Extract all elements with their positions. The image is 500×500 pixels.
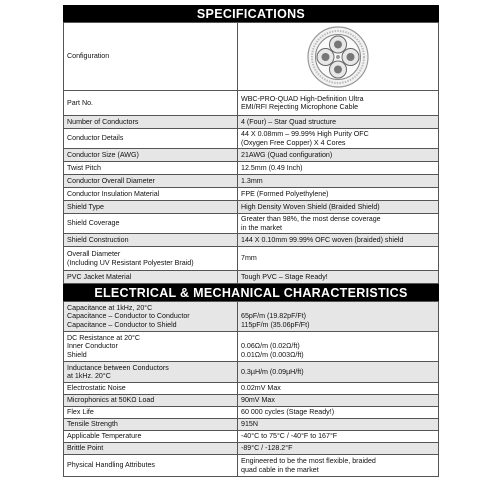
row-value: 21AWG (Quad configuration) bbox=[238, 149, 439, 162]
row-value: Tough PVC – Stage Ready! bbox=[238, 271, 439, 284]
row-label: Applicable Temperature bbox=[64, 431, 238, 443]
row-label: Part No. bbox=[64, 91, 238, 116]
specifications-table bbox=[63, 22, 439, 284]
table-row bbox=[64, 302, 439, 332]
row-value: 0.02mV Max bbox=[238, 383, 439, 395]
table-row bbox=[64, 362, 439, 383]
row-label: Shield Type bbox=[64, 201, 238, 214]
row-value: Greater than 98%, the most dense coverage in the market bbox=[238, 214, 439, 234]
row-value: 60 000 cycles (Stage Ready!) bbox=[238, 407, 439, 419]
row-label: Microphonics at 50KΩ Load bbox=[64, 395, 238, 407]
table-row bbox=[64, 332, 439, 362]
row-value: 0.3µH/m (0.09µH/ft) bbox=[238, 362, 439, 383]
row-value: 4 (Four) – Star Quad structure bbox=[238, 116, 439, 129]
cable-cross-section-cell bbox=[238, 23, 439, 91]
row-label: Tensile Strength bbox=[64, 419, 238, 431]
spec-sheet bbox=[63, 5, 439, 477]
table-row bbox=[64, 431, 439, 443]
table-row bbox=[64, 419, 439, 431]
row-label: Inductance between Conductors at 1kHz. 20°C bbox=[64, 362, 238, 383]
row-label: Shield Construction bbox=[64, 234, 238, 247]
table-row bbox=[64, 162, 439, 175]
table-row bbox=[64, 455, 439, 477]
row-value: 0.06Ω/m (0.02Ω/ft) 0.01Ω/m (0.003Ω/ft) bbox=[238, 332, 439, 362]
table-row bbox=[64, 443, 439, 455]
row-label: Conductor Overall Diameter bbox=[64, 175, 238, 188]
row-label: Conductor Size (AWG) bbox=[64, 149, 238, 162]
table-row bbox=[64, 116, 439, 129]
row-label: Capacitance at 1kHz, 20°C Capacitance – Conductor to Conductor Capacitance – Conductor to Shield bbox=[64, 302, 238, 332]
specifications-header: SPECIFICATIONS bbox=[63, 5, 439, 22]
row-value: WBC-PRO-QUAD High-Definition Ultra EMI/RFI Rejecting Microphone Cable bbox=[238, 91, 439, 116]
row-value: 7mm bbox=[238, 247, 439, 271]
row-label: Twist Pitch bbox=[64, 162, 238, 175]
table-row bbox=[64, 201, 439, 214]
row-value: 144 X 0.10mm 99.99% OFC woven (braided) shield bbox=[238, 234, 439, 247]
row-value: Engineered to be the most flexible, braided quad cable in the market bbox=[238, 455, 439, 477]
row-label: Physical Handling Attributes bbox=[64, 455, 238, 477]
table-row bbox=[64, 383, 439, 395]
row-value: -40°C to 75°C / -40°F to 167°F bbox=[238, 431, 439, 443]
table-row bbox=[64, 149, 439, 162]
table-row bbox=[64, 129, 439, 149]
row-label: Overall Diameter (Including UV Resistant Polyester Braid) bbox=[64, 247, 238, 271]
table-row bbox=[64, 247, 439, 271]
row-value: 1.3mm bbox=[238, 175, 439, 188]
row-value: High Density Woven Shield (Braided Shield) bbox=[238, 201, 439, 214]
row-value: 90mV Max bbox=[238, 395, 439, 407]
row-value: 65pF/m (19.82pF/Ft) 115pF/m (35.06pF/Ft) bbox=[238, 302, 439, 332]
table-row bbox=[64, 23, 439, 91]
row-label: Electrostatic Noise bbox=[64, 383, 238, 395]
row-label: Conductor Details bbox=[64, 129, 238, 149]
row-value: -89°C / -128.2°F bbox=[238, 443, 439, 455]
table-row bbox=[64, 395, 439, 407]
table-row bbox=[64, 234, 439, 247]
table-row bbox=[64, 91, 439, 116]
electrical-header: ELECTRICAL & MECHANICAL CHARACTERISTICS bbox=[63, 284, 439, 301]
row-label: Flex Life bbox=[64, 407, 238, 419]
row-label: Number of Conductors bbox=[64, 116, 238, 129]
row-value: FPE (Formed Polyethylene) bbox=[238, 188, 439, 201]
row-value: 12.5mm (0.49 Inch) bbox=[238, 162, 439, 175]
row-label: Conductor Insulation Material bbox=[64, 188, 238, 201]
electrical-table bbox=[63, 301, 439, 477]
row-value: 44 X 0.08mm – 99.99% High Purity OFC (Oxygen Free Copper) X 4 Cores bbox=[238, 129, 439, 149]
cable-cross-section-image bbox=[306, 25, 370, 89]
row-value: 915N bbox=[238, 419, 439, 431]
row-label: Shield Coverage bbox=[64, 214, 238, 234]
row-label: Brittle Point bbox=[64, 443, 238, 455]
row-label: Configuration bbox=[64, 23, 238, 91]
table-row bbox=[64, 271, 439, 284]
table-row bbox=[64, 214, 439, 234]
table-row bbox=[64, 188, 439, 201]
table-row bbox=[64, 175, 439, 188]
row-label: DC Resistance at 20°C Inner Conductor Shield bbox=[64, 332, 238, 362]
table-row bbox=[64, 407, 439, 419]
row-label: PVC Jacket Material bbox=[64, 271, 238, 284]
